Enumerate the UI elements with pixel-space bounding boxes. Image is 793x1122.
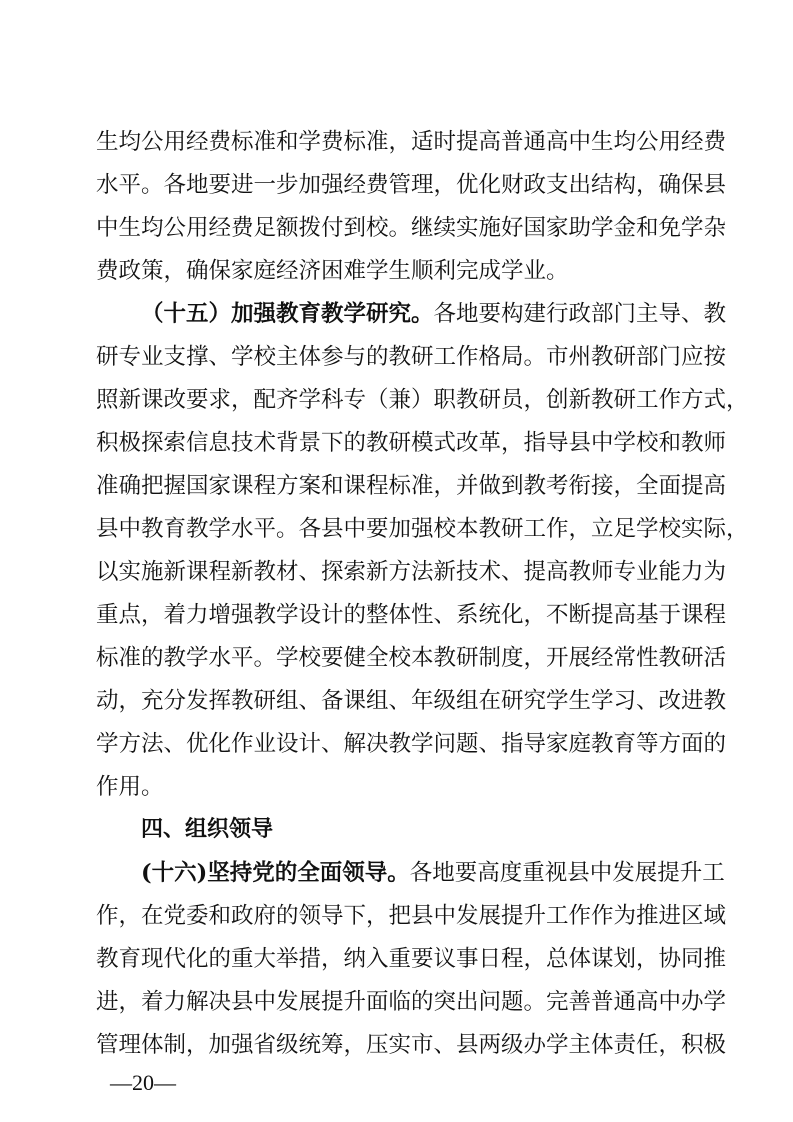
section-15-first-line — [141, 299, 727, 329]
paragraph-line: 生均公用经费标准和学费标准，适时提高普通高中生均公用经费 — [96, 129, 727, 155]
paragraph-line: 县中教育教学水平。各县中要加强校本教研工作，立足学校实际， — [96, 516, 749, 542]
paragraph-line: 积极探索信息技术背景下的教研模式改革，指导县中学校和教师 — [96, 430, 727, 456]
paragraph-line: 动，充分发挥教研组、备课组、年级组在研究学生学习、改进教 — [96, 688, 727, 714]
page-number: —20— — [110, 1070, 176, 1095]
section-15-lead: （十五）加强教育教学研究。 — [141, 301, 434, 327]
paragraph-line: 照新课改要求，配齐学科专（兼）职教研员，创新教研工作方式， — [96, 387, 749, 413]
paragraph-line: 中生均公用经费足额拨付到校。继续实施好国家助学金和免学杂 — [96, 215, 727, 241]
paragraph-line: 重点，着力增强教学设计的整体性、系统化，不断提高基于课程 — [96, 602, 727, 628]
section-heading: 四、组织领导 — [141, 817, 274, 842]
paragraph-line: 教育现代化的重大举措，纳入重要议事日程，总体谋划，协同推 — [96, 946, 727, 972]
paragraph-line: 进，着力解决县中发展提升面临的突出问题。完善普通高中办学 — [96, 989, 727, 1015]
paragraph-line: 作用。 — [96, 774, 164, 800]
paragraph-line: 作，在党委和政府的领导下，把县中发展提升工作作为推进区域 — [96, 903, 727, 929]
paragraph-line: 研专业支撑、学校主体参与的教研工作格局。市州教研部门应按 — [96, 344, 727, 370]
paragraph-line: 水平。各地要进一步加强经费管理，优化财政支出结构，确保县 — [96, 172, 727, 198]
section-16-lead: (十六)坚持党的全面领导。 — [141, 860, 410, 886]
paragraph-line: 学方法、优化作业设计、解决教学问题、指导家庭教育等方面的 — [96, 731, 727, 757]
paragraph-line: 以实施新课程新教材、探索新方法新技术、提高教师专业能力为 — [96, 559, 727, 585]
paragraph-line: 费政策，确保家庭经济困难学生顺利完成学业。 — [96, 258, 569, 284]
section-16-first-line — [141, 858, 725, 888]
paragraph-line: 准确把握国家课程方案和课程标准，并做到教考衔接，全面提高 — [96, 473, 727, 499]
paragraph-line: 管理体制，加强省级统筹，压实市、县两级办学主体责任，积极 — [96, 1032, 727, 1058]
section-16-first-rest: 各地要高度重视县中发展提升工 — [409, 860, 725, 886]
paragraph-line: 标准的教学水平。学校要健全校本教研制度，开展经常性教研活 — [96, 645, 727, 671]
section-15-first-rest: 各地要构建行政部门主导、教 — [433, 301, 727, 327]
